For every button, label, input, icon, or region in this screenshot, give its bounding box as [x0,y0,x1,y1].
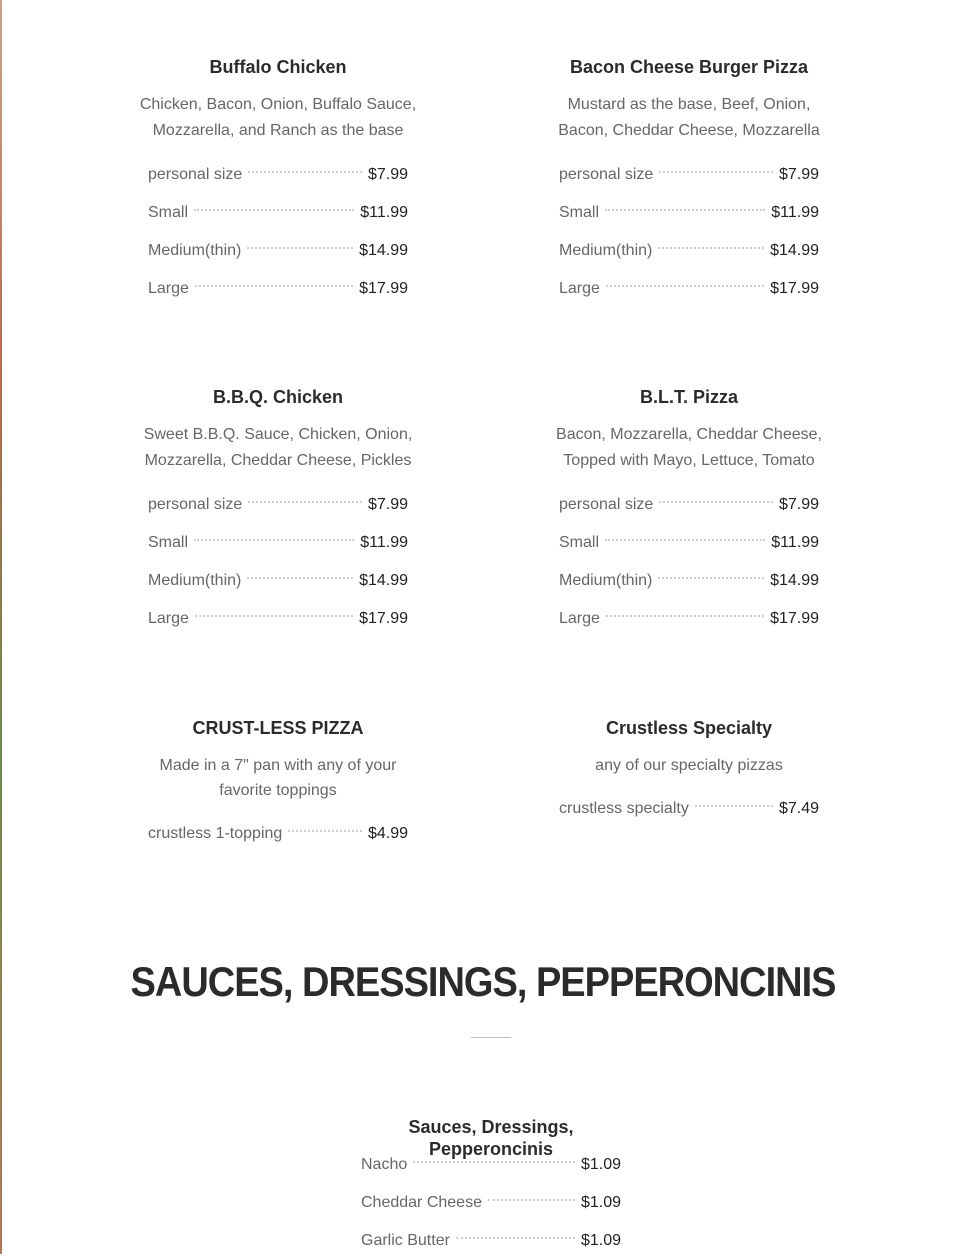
menu-item-blt-pizza [544,386,834,638]
price-list [559,790,819,828]
menu-item-sauces [346,1116,636,1260]
price-row [559,486,819,524]
size-label: Garlic Butter [361,1232,450,1249]
dot-leader [605,208,765,211]
price-value: $17.99 [359,610,408,627]
price-row [559,600,819,638]
price-row [148,232,408,270]
size-label: Large [148,280,189,297]
price-value: $1.09 [580,1194,621,1211]
price-value: $1.09 [580,1232,621,1249]
menu-item-description: Made in a 7" pan with any of your favorite toppings [159,757,397,799]
price-value: $11.99 [771,204,819,221]
size-label: Large [559,610,600,627]
size-label: Small [148,534,189,551]
menu-item-title: B.B.Q. Chicken [212,387,344,407]
size-label: Small [559,204,600,221]
size-label: Medium(thin) [559,572,653,589]
price-value: $7.49 [778,800,819,817]
price-value: $7.99 [367,166,408,183]
price-row [148,600,408,638]
price-row [148,486,408,524]
menu-item-title: Crustless Specialty [605,718,773,738]
dot-leader [695,804,773,807]
price-value: $11.99 [771,534,819,551]
size-label: Medium(thin) [559,242,653,259]
price-list [559,156,819,308]
size-label: Medium(thin) [148,572,242,589]
dot-leader [658,576,764,579]
menu-item-title: CRUST-LESS PIZZA [192,718,364,738]
dot-leader [248,170,362,173]
menu-item-bbq-chicken [133,386,423,638]
dot-leader [659,170,773,173]
dot-leader [659,500,773,503]
size-label: Small [559,534,600,551]
price-value: $17.99 [770,280,819,297]
price-row [559,270,819,308]
price-value: $7.99 [367,496,408,513]
size-label: Large [559,280,600,297]
size-label: Small [148,204,189,221]
price-row [148,815,408,853]
size-label: crustless specialty [559,800,689,817]
dot-leader [413,1160,575,1163]
price-value: $11.99 [360,204,408,221]
price-row [559,194,819,232]
price-value: $17.99 [359,280,408,297]
size-label: personal size [559,166,654,183]
dot-leader [195,614,353,617]
menu-item-title: Bacon Cheese Burger Pizza [569,57,809,77]
price-row [361,1222,621,1260]
price-list [361,1146,621,1260]
section-title: SAUCES, DRESSINGS, PEPPERONCINIS [130,959,836,1007]
price-row [559,790,819,828]
price-value: $14.99 [359,242,408,259]
price-value: $11.99 [360,534,408,551]
menu-item-crust-less-pizza [133,717,423,853]
price-value: $17.99 [770,610,819,627]
menu-item-description: Sweet B.B.Q. Sauce, Chicken, Onion, Mozzarella, Cheddar Cheese, Pickles [143,426,413,469]
price-list [559,486,819,638]
price-row [559,156,819,194]
menu-item-description: Chicken, Bacon, Onion, Buffalo Sauce, Mozzarella, and Ranch as the base [139,96,417,139]
dot-leader [288,829,362,832]
menu-item-title: B.L.T. Pizza [639,387,738,407]
price-list [148,156,408,308]
page-edge-decoration [0,0,2,1254]
price-list [148,486,408,638]
size-label: personal size [559,496,654,513]
price-value: $7.99 [778,496,819,513]
size-label: Medium(thin) [148,242,242,259]
size-label: personal size [148,496,243,513]
price-row [148,270,408,308]
dot-leader [606,284,764,287]
size-label: personal size [148,166,243,183]
price-value: $1.09 [580,1156,621,1173]
menu-item-description: Bacon, Mozzarella, Cheddar Cheese, Topped with Mayo, Lettuce, Tomato [556,426,822,469]
dot-leader [194,538,354,541]
menu-item-description: Mustard as the base, Beef, Onion, Bacon, Cheddar Cheese, Mozzarella [558,96,820,139]
price-row [361,1184,621,1222]
price-row [148,562,408,600]
size-label: Nacho [361,1156,408,1173]
menu-item-description: any of our specialty pizzas [595,757,783,774]
price-list [148,815,408,853]
price-row [559,524,819,562]
menu-item-crustless-specialty [544,717,834,828]
menu-item-title: Buffalo Chicken [209,57,347,77]
dot-leader [248,500,362,503]
dot-leader [195,284,353,287]
dot-leader [456,1236,575,1239]
menu-item-title: Sauces, Dressings, Pepperoncinis [408,1117,574,1159]
size-label: Cheddar Cheese [361,1194,482,1211]
size-label: Large [148,610,189,627]
dot-leader [605,538,765,541]
menu-item-bacon-cheese-burger-pizza [544,56,834,308]
price-row [559,232,819,270]
dot-leader [658,246,764,249]
menu-item-buffalo-chicken [133,56,423,308]
price-value: $14.99 [359,572,408,589]
price-value: $14.99 [770,242,819,259]
price-value: $14.99 [770,572,819,589]
section-divider [471,1037,511,1038]
price-row [148,524,408,562]
price-value: $7.99 [778,166,819,183]
price-row [148,156,408,194]
price-value: $4.99 [367,825,408,842]
dot-leader [247,246,353,249]
dot-leader [247,576,353,579]
dot-leader [606,614,764,617]
dot-leader [194,208,354,211]
price-row [148,194,408,232]
price-row [559,562,819,600]
dot-leader [488,1198,575,1201]
size-label: crustless 1-topping [148,825,283,842]
